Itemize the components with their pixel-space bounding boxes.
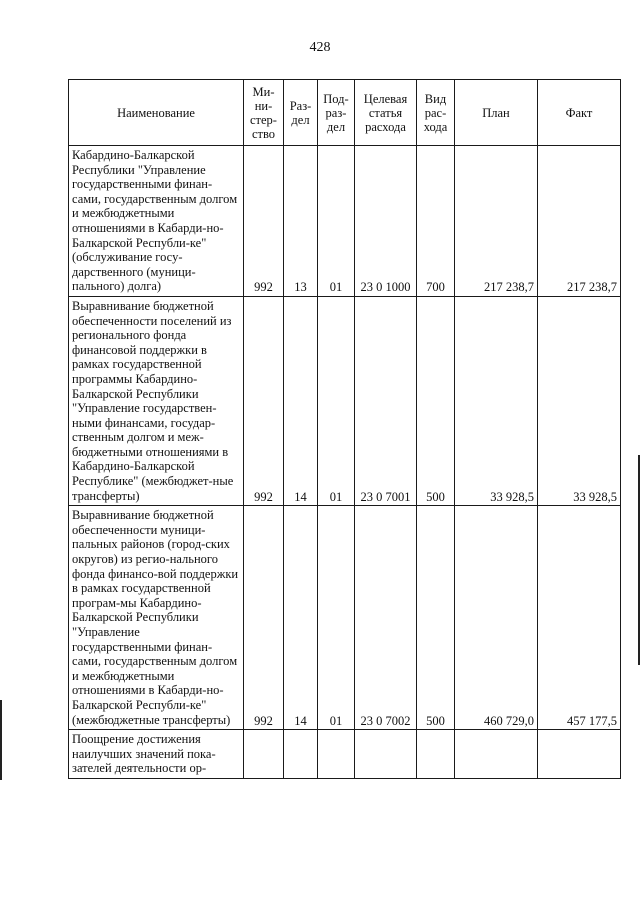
row-name: Поощрение достижения наилучших значений пока-зателей деятельности ор-: [69, 730, 244, 779]
header-ministry: [244, 80, 284, 146]
header-fact: Факт: [538, 80, 621, 146]
budget-table: [68, 79, 621, 779]
row-section: 13: [284, 146, 318, 297]
header-section: [284, 80, 318, 146]
header-expense-type-line: Вид: [424, 91, 447, 106]
row-ministry: 992: [244, 506, 284, 730]
row-section: [284, 730, 318, 779]
header-expense-type-line: хода: [423, 119, 448, 134]
row-expense-type: 500: [417, 506, 455, 730]
header-ministry-line: стер-: [250, 112, 277, 127]
row-section: 14: [284, 506, 318, 730]
row-fact: 217 238,7: [538, 146, 621, 297]
table-row: [69, 296, 621, 505]
header-target-item-line: Целевая: [363, 91, 408, 106]
header-ministry-line: ни-: [254, 98, 273, 113]
row-expense-type: 500: [417, 296, 455, 505]
row-name: Кабардино-Балкарской Республики "Управление государственными финан-сами, государственным долгом и межбюджетными отношениями в Кабарди-но-Балкарской Республи-ке" (обслуживание госу-дарственного (муници-пального) долга): [69, 146, 244, 297]
row-plan: [455, 730, 538, 779]
header-target-item: [355, 80, 417, 146]
header-name: Наименование: [69, 80, 244, 146]
header-subsection-line: раз-: [325, 105, 347, 120]
row-ministry: 992: [244, 296, 284, 505]
header-target-item-line: статья: [368, 105, 403, 120]
row-target-item: [355, 730, 417, 779]
header-ministry-line: Ми-: [252, 84, 275, 99]
row-fact: [538, 730, 621, 779]
row-expense-type: 700: [417, 146, 455, 297]
row-ministry: 992: [244, 146, 284, 297]
header-expense-type-line: рас-: [424, 105, 447, 120]
header-ministry-line: ство: [251, 126, 276, 141]
row-name: Выравнивание бюджетной обеспеченности поселений из регионального фонда финансовой поддержки в рамках государственной программы Кабардино-Балкарской Республики "Управление государствен-ными финансами, государ-ственным долгом и меж-бюджетными отношениями в Кабардино-Балкарской Республике" (межбюджет-ные трансферты): [69, 296, 244, 505]
header-plan: План: [455, 80, 538, 146]
header-subsection-line: Под-: [323, 91, 349, 106]
row-section: 14: [284, 296, 318, 505]
header-expense-type: [417, 80, 455, 146]
row-subsection: 01: [318, 506, 355, 730]
header-subsection: [318, 80, 355, 146]
row-expense-type: [417, 730, 455, 779]
page-number: 428: [309, 40, 331, 55]
row-plan: 217 238,7: [455, 146, 538, 297]
row-subsection: 01: [318, 146, 355, 297]
row-target-item: 23 0 7001: [355, 296, 417, 505]
table-row: [69, 146, 621, 297]
row-subsection: [318, 730, 355, 779]
table-row: [69, 506, 621, 730]
header-section-line: Раз-: [289, 98, 312, 113]
row-plan: 33 928,5: [455, 296, 538, 505]
header-target-item-line: расхода: [365, 119, 406, 134]
row-ministry: [244, 730, 284, 779]
scan-edge-mark: [0, 700, 2, 780]
row-name: Выравнивание бюджетной обеспеченности муници-пальных районов (город-ских округов) из регио-нального фонда финансо-вой поддержки в рамках государственной програм-мы Кабардино-Балкарской Республики "Управление государственными финан-сами, государственным долгом и межбюджетными отношениями в Кабарди-но-Балкарской Республи-ке" (межбюджетные трансферты): [69, 506, 244, 730]
row-target-item: 23 0 7002: [355, 506, 417, 730]
header-subsection-line: дел: [326, 119, 346, 134]
table-row: [69, 730, 621, 779]
row-plan: 460 729,0: [455, 506, 538, 730]
row-target-item: 23 0 1000: [355, 146, 417, 297]
row-fact: 33 928,5: [538, 296, 621, 505]
header-row: [69, 80, 621, 146]
row-subsection: 01: [318, 296, 355, 505]
row-fact: 457 177,5: [538, 506, 621, 730]
header-section-line: дел: [291, 112, 310, 127]
